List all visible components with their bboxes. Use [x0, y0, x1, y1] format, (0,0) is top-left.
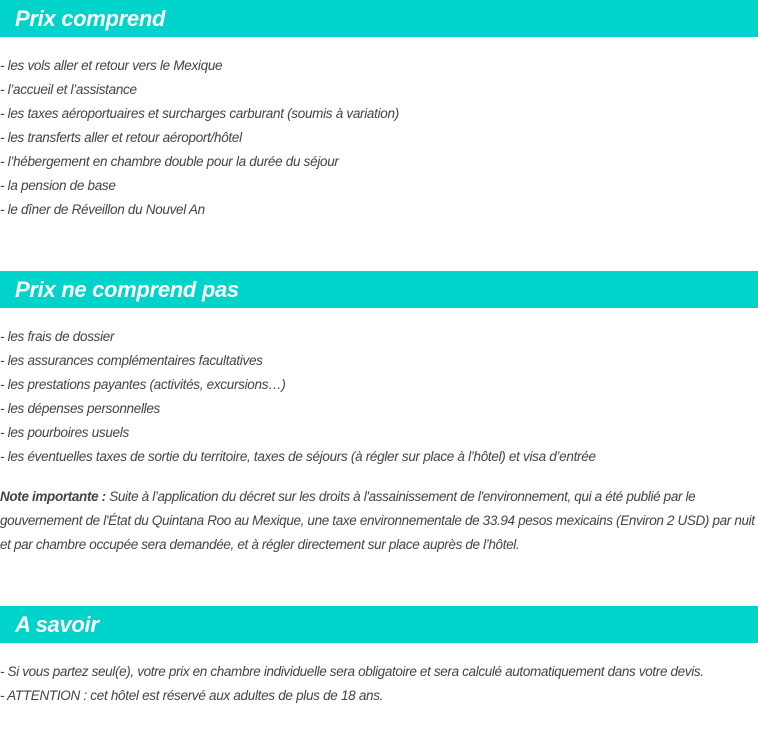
section-good-to-know	[0, 606, 758, 708]
list-item: - les dépenses personnelles	[0, 401, 161, 416]
list-item: - les transferts aller et retour aéroport/hôtel	[0, 130, 242, 145]
list-item: - la pension de base	[0, 178, 116, 193]
list-item: - le dîner de Réveillon du Nouvel An	[0, 202, 205, 217]
important-note	[0, 485, 758, 557]
list-item: - les assurances complémentaires facultatives	[0, 353, 263, 368]
note-label: Note importante :	[0, 489, 106, 504]
section-not-included	[0, 271, 758, 557]
list-item: - les vols aller et retour vers le Mexique	[0, 58, 223, 73]
solo-traveler-text: - Si vous partez seul(e), votre prix en chambre individuelle sera obligatoire et sera calculé automatiquement dans votre devis.	[0, 664, 704, 679]
list-item: - les frais de dossier	[0, 329, 115, 344]
section-header: Prix ne comprend pas	[0, 271, 758, 308]
section-header: Prix comprend	[0, 0, 758, 37]
note-text: Suite à l’application du décret sur les droits à l'assainissement de l'environnement, qui a été publié par le gouvernement de l'État du Quintana Roo au Mexique, une taxe environnementale de 33.94 pesos mexicains (Environ 2 USD) par nuit et par chambre occupée sera demandée, et à régler directement sur place auprès de l’hôtel.	[0, 489, 755, 552]
list-item: - les taxes aéroportuaires et surcharges carburant (soumis à variation)	[0, 106, 399, 121]
section-included	[0, 0, 758, 222]
good-to-know-list	[0, 684, 758, 708]
list-item: - les prestations payantes (activités, excursions…)	[0, 377, 286, 392]
included-list	[0, 54, 758, 222]
list-item: - les pourboires usuels	[0, 425, 129, 440]
list-item: - ATTENTION : cet hôtel est réservé aux adultes de plus de 18 ans.	[0, 688, 384, 703]
not-included-list	[0, 325, 758, 469]
list-item: - l’hébergement en chambre double pour la durée du séjour	[0, 154, 339, 169]
list-item: - l’accueil et l’assistance	[0, 82, 137, 97]
section-header: A savoir	[0, 606, 758, 643]
list-item: - les éventuelles taxes de sortie du territoire, taxes de séjours (à régler sur place à l’hôtel) et visa d’entrée	[0, 449, 596, 464]
